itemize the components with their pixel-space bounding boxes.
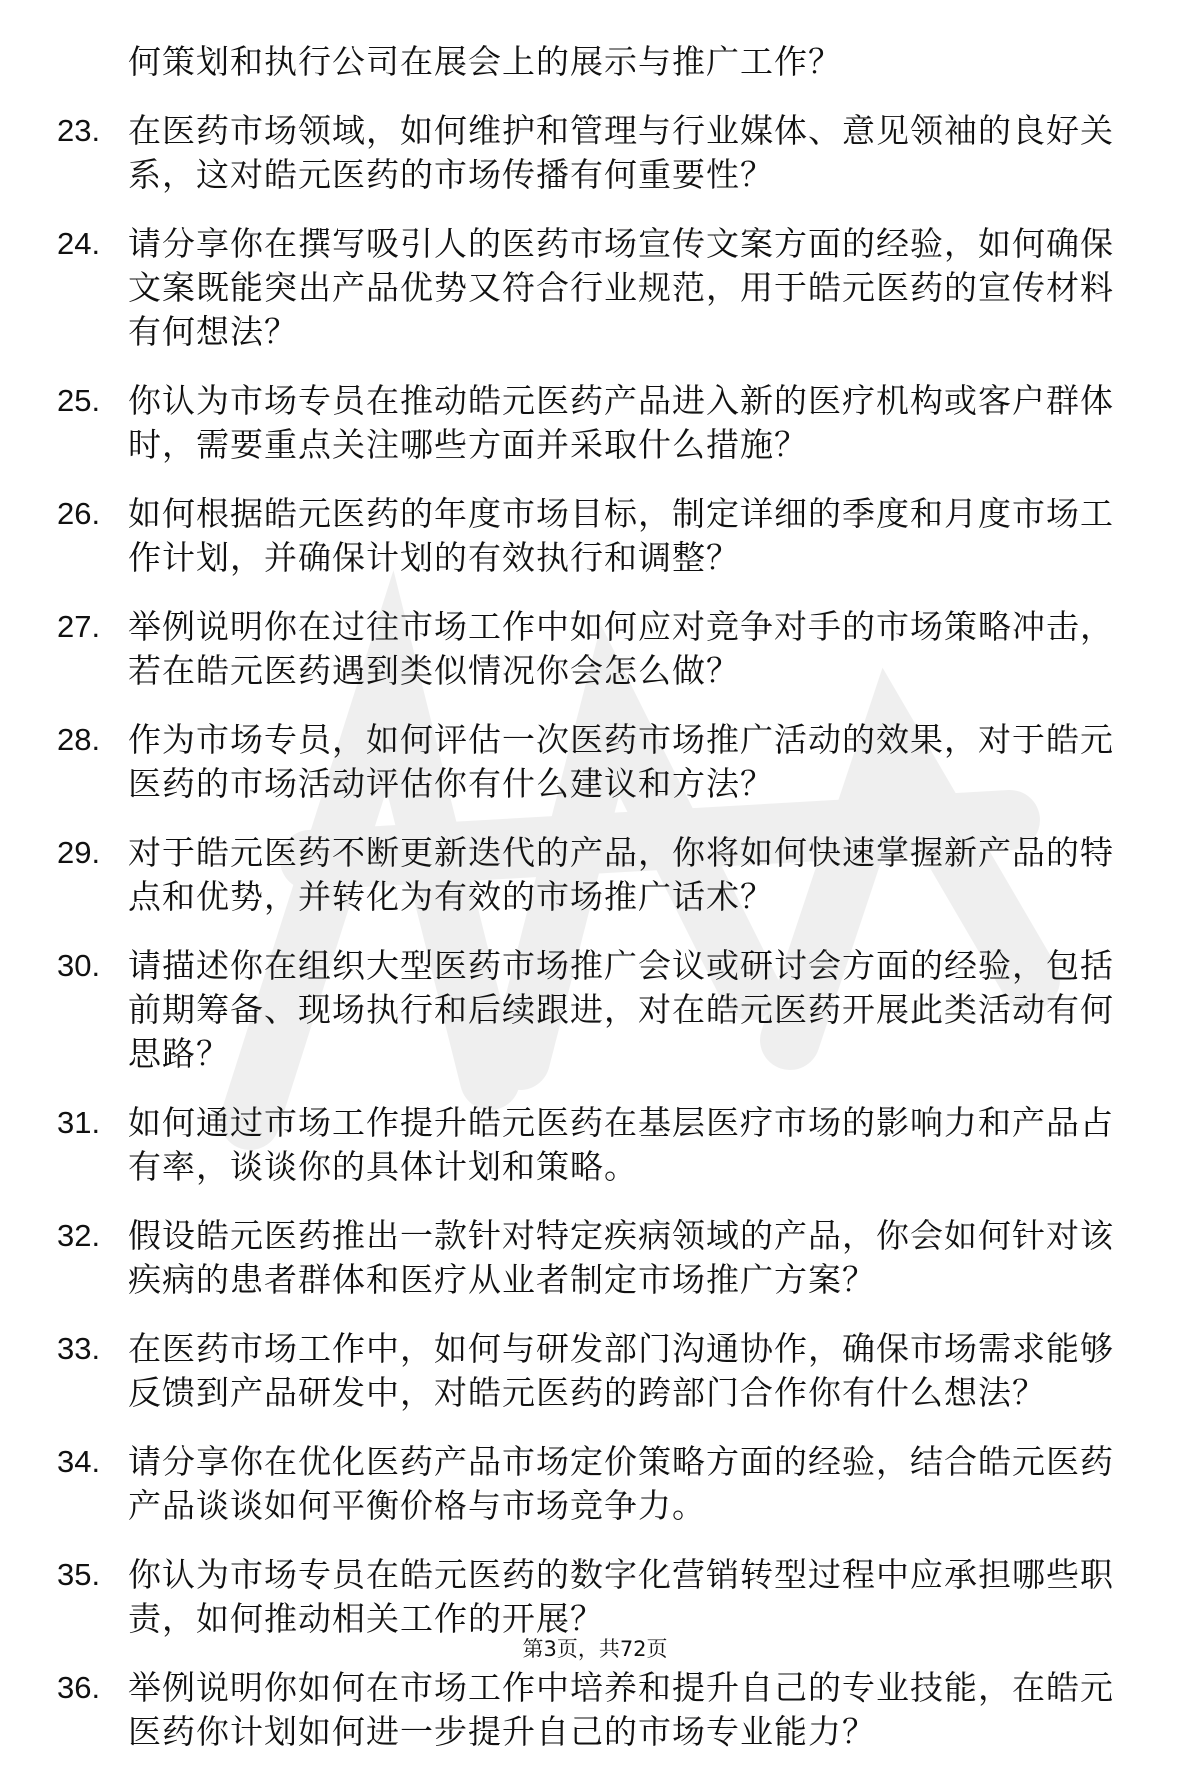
question-content [0, 40, 1190, 1779]
question-number: 34. [57, 1444, 101, 1479]
question-number: 27. [57, 609, 101, 644]
question-text: 对于皓元医药不断更新迭代的产品，你将如何快速掌握新产品的特点和优势，并转化为有效的市场推广话术？ [128, 833, 1114, 916]
question-item [0, 1666, 1118, 1754]
question-number: 28. [57, 722, 101, 757]
question-text: 请描述你在组织大型医药市场推广会议或研讨会方面的经验，包括前期筹备、现场执行和后续跟进，对在皓元医药开展此类活动有何思路？ [128, 946, 1114, 1073]
question-text: 如何根据皓元医药的年度市场目标，制定详细的季度和月度市场工作计划，并确保计划的有效执行和调整？ [128, 494, 1114, 577]
question-text: 举例说明你在过往市场工作中如何应对竞争对手的市场策略冲击，若在皓元医药遇到类似情况你会怎么做？ [128, 607, 1114, 690]
question-item [0, 109, 1118, 197]
question-number: 25. [57, 383, 101, 418]
question-text: 作为市场专员，如何评估一次医药市场推广活动的效果，对于皓元医药的市场活动评估你有什么建议和方法？ [128, 720, 1114, 803]
question-text: 请分享你在撰写吸引人的医药市场宣传文案方面的经验，如何确保文案既能突出产品优势又符合行业规范，用于皓元医药的宣传材料有何想法？ [128, 224, 1114, 351]
question-number: 30. [57, 948, 101, 983]
question-item [0, 944, 1118, 1076]
question-item [0, 605, 1118, 693]
question-item [0, 379, 1118, 467]
question-number: 33. [57, 1331, 101, 1366]
question-number: 24. [57, 226, 101, 261]
question-item [0, 1101, 1118, 1189]
question-number: 23. [57, 113, 101, 148]
question-text: 举例说明你如何在市场工作中培养和提升自己的专业技能，在皓元医药你计划如何进一步提升自己的市场专业能力？ [128, 1668, 1114, 1751]
question-number: 36. [57, 1670, 101, 1705]
question-number: 26. [57, 496, 101, 531]
question-list [0, 109, 1190, 1754]
question-text: 你认为市场专员在皓元医药的数字化营销转型过程中应承担哪些职责，如何推动相关工作的开展？ [128, 1555, 1114, 1638]
question-item [0, 492, 1118, 580]
continuation-text: 何策划和执行公司在展会上的展示与推广工作？ [128, 42, 842, 81]
question-text: 在医药市场领域，如何维护和管理与行业媒体、意见领袖的良好关系，这对皓元医药的市场传播有何重要性？ [128, 111, 1114, 194]
question-number: 32. [57, 1218, 101, 1253]
question-item [0, 831, 1118, 919]
question-number: 29. [57, 835, 101, 870]
question-text: 你认为市场专员在推动皓元医药产品进入新的医疗机构或客户群体时，需要重点关注哪些方面并采取什么措施？ [128, 381, 1114, 464]
question-item [0, 222, 1118, 354]
question-number: 31. [57, 1105, 101, 1140]
question-number: 35. [57, 1557, 101, 1592]
question-text: 请分享你在优化医药产品市场定价策略方面的经验，结合皓元医药产品谈谈如何平衡价格与市场竞争力。 [128, 1442, 1114, 1525]
question-text: 如何通过市场工作提升皓元医药在基层医疗市场的影响力和产品占有率，谈谈你的具体计划和策略。 [128, 1103, 1114, 1186]
question-item [0, 718, 1118, 806]
page-footer: 第3页，共72页 [522, 1637, 668, 1661]
question-item [0, 1214, 1118, 1302]
question-item [0, 1553, 1118, 1641]
question-text: 在医药市场工作中，如何与研发部门沟通协作，确保市场需求能够反馈到产品研发中，对皓元医药的跨部门合作你有什么想法？ [128, 1329, 1114, 1412]
question-text: 假设皓元医药推出一款针对特定疾病领域的产品，你会如何针对该疾病的患者群体和医疗从业者制定市场推广方案？ [128, 1216, 1114, 1299]
question-item [0, 1440, 1118, 1528]
question-item [0, 1327, 1118, 1415]
